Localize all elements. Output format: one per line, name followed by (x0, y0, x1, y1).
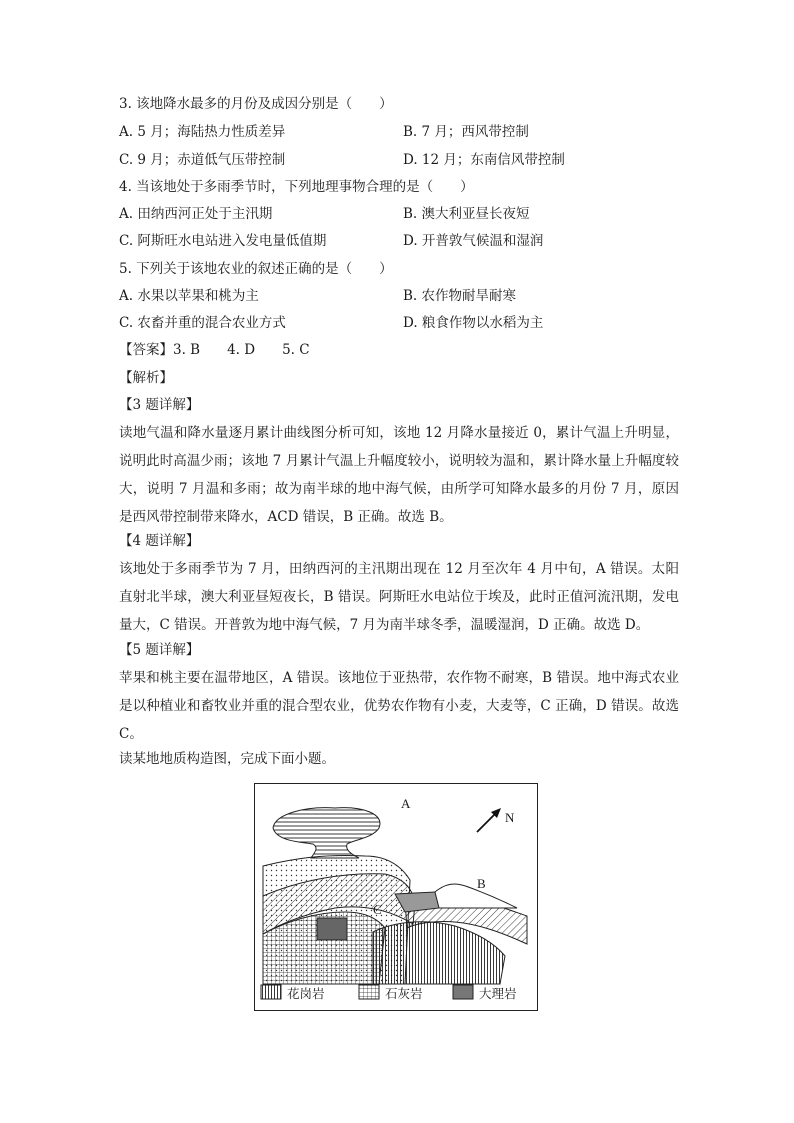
label-north: N (505, 810, 515, 825)
detail-3-text: 读地气温和降水量逐月累计曲线图分析可知，该地 12 月降水量接近 0，累计气温上升明显，说明此时高温少雨；该地 7 月累计气温上升幅度较小，说明较为温和，累计降水量上升幅度较大，说明 7 月温和多雨；故为南半球的地中海气候，由所学可知降水最多的月份 7 月，原因是西风带控制带来降水，ACD 错误，B 正确。故选 B。 (119, 425, 679, 525)
geology-diagram (255, 784, 539, 1012)
q4-stem: 4. 当该地处于多雨季节时，下列地理事物合理的是（ ） (119, 179, 474, 195)
label-a: A (401, 796, 411, 811)
legend-limestone-swatch (359, 985, 379, 999)
label-b: B (477, 876, 486, 891)
q4-option-d: D. 开普敦气候温和湿润 (403, 233, 544, 249)
q5-option-c: C. 农畜并重的混合农业方式 (119, 315, 286, 331)
q4-option-c: C. 阿斯旺水电站进入发电量低值期 (119, 233, 327, 249)
answer-line: 【答案】3. B 4. D 5. C (119, 342, 310, 358)
q5-option-b: B. 农作物耐旱耐寒 (403, 288, 517, 304)
q4-option-b: B. 澳大利亚昼长夜短 (403, 206, 530, 222)
legend-granite-swatch (261, 985, 281, 999)
q5-option-d: D. 粮食作物以水稻为主 (403, 315, 544, 331)
legend-granite: 花岗岩 (287, 986, 325, 1001)
detail-4-text: 该地处于多雨季节为 7 月，田纳西河的主汛期出现在 12 月至次年 4 月中旬，A 错误。太阳直射北半球，澳大利亚昼短夜长，B 错误。阿斯旺水电站位于埃及，此时正值河流汛期，发电量大，C 错误。开普敦为地中海气候，7 月为南半球冬季，温暖湿润，D 正确。故选 D。 (119, 561, 679, 633)
q3-option-c: C. 9 月；赤道低气压带控制 (119, 152, 286, 168)
detail-3-heading: 【3 题详解】 (119, 397, 200, 413)
q3-option-a: A. 5 月；海陆热力性质差异 (119, 124, 286, 140)
q3-stem: 3. 该地降水最多的月份及成因分别是（ ） (119, 96, 393, 112)
q5-option-a: A. 水果以苹果和桃为主 (119, 288, 259, 304)
q3-option-b: B. 7 月；西风带控制 (403, 124, 529, 140)
geology-figure (254, 783, 538, 1011)
detail-5-text: 苹果和桃主要在温带地区，A 错误。该地位于亚热带，农作物不耐寒，B 错误。地中海式农业是以种植业和畜牧业并重的混合型农业，优势农作物有小麦，大麦等，C 正确，D 错误。故选 C。 (119, 670, 679, 742)
label-c: C (373, 902, 382, 917)
limestone-body (373, 922, 505, 984)
q3-option-d: D. 12 月；东南信风带控制 (403, 152, 565, 168)
mushroom-rock-a (273, 808, 380, 858)
figure-intro: 读某地地质构造图，完成下面小题。 (119, 751, 335, 767)
marble-block (317, 918, 347, 940)
legend-marble-swatch (453, 985, 473, 999)
q5-stem: 5. 下列关于该地农业的叙述正确的是（ ） (119, 261, 393, 277)
sand-dune-b (435, 884, 517, 908)
legend-marble: 大理岩 (479, 986, 517, 1001)
analysis-heading: 【解析】 (119, 370, 173, 386)
detail-4-heading: 【4 题详解】 (119, 533, 200, 549)
q4-option-a: A. 田纳西河正处于主汛期 (119, 206, 273, 222)
legend-limestone: 石灰岩 (385, 986, 423, 1001)
detail-5-heading: 【5 题详解】 (119, 642, 200, 658)
